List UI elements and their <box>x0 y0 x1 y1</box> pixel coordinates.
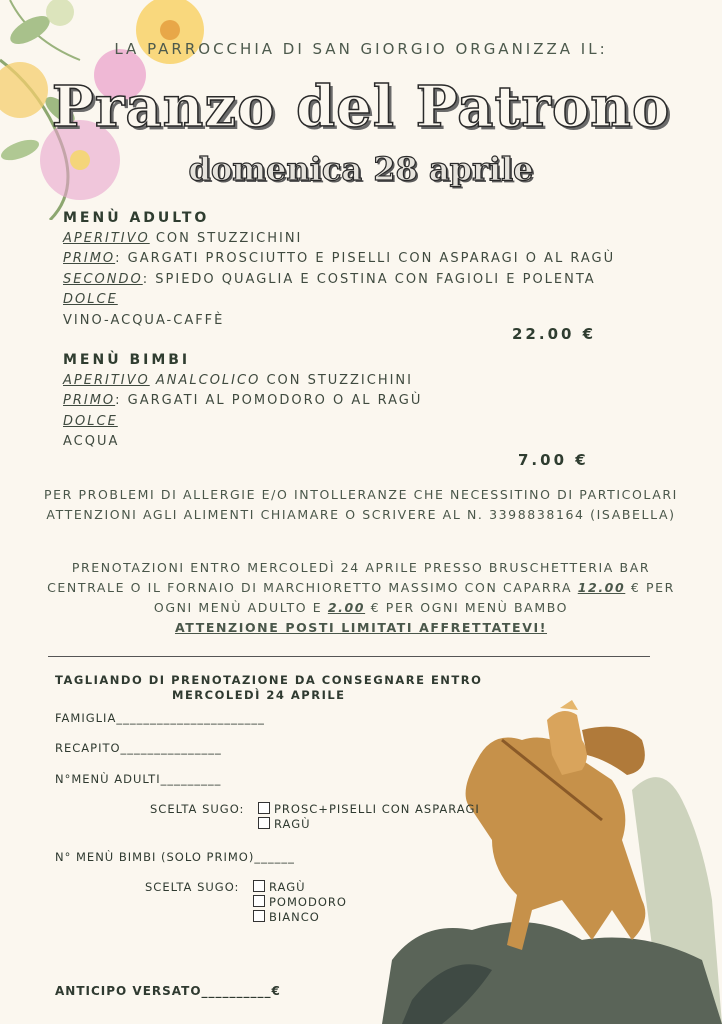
adult-dolce <box>63 290 615 311</box>
secondo-label: SECONDO <box>63 271 143 287</box>
option-label: RAGÙ <box>274 817 311 831</box>
kids-deposit: 2.00 <box>327 600 366 615</box>
option-label: RAGÙ <box>269 880 306 894</box>
kids-option-bianco[interactable] <box>253 910 347 925</box>
checkbox[interactable] <box>258 817 270 829</box>
limited-seats-warning: ATTENZIONE POSTI LIMITATI AFFRETTATEVI! <box>174 620 548 635</box>
booking-line-2 <box>0 578 722 598</box>
famiglia-field[interactable]: FAMIGLIA______________________ <box>55 711 265 725</box>
aperitivo-text: CON STUZZICHINI <box>260 372 413 388</box>
kids-dolce <box>63 412 422 433</box>
option-label: PROSC+PISELLI CON ASPARAGI <box>274 802 480 816</box>
checkbox[interactable] <box>258 802 270 814</box>
adult-secondo <box>63 270 615 291</box>
kids-option-ragu[interactable] <box>253 880 347 895</box>
event-title: Pranzo del Patrono <box>51 74 671 140</box>
adult-option-ragu[interactable] <box>258 817 480 832</box>
booking-line-3a: OGNI MENÙ ADULTO E <box>153 600 328 615</box>
allergy-line-2: ATTENZIONI AGLI ALIMENTI CHIAMARE O SCRIVERE AL N. 3398838164 (ISABELLA) <box>46 507 676 522</box>
form-title-1: TAGLIANDO DI PRENOTAZIONE DA CONSEGNARE ENTRO <box>55 673 483 687</box>
adult-sauce-label: SCELTA SUGO: <box>150 802 245 816</box>
allergy-line-1: PER PROBLEMI DI ALLERGIE E/O INTOLLERANZE CHE NECESSITINO DI PARTICOLARI <box>44 487 678 502</box>
kids-menu <box>63 350 422 453</box>
booking-line-2a: CENTRALE O IL FORNAIO DI MARCHIORETTO MASSIMO CON CAPARRA <box>47 580 578 595</box>
adult-primo <box>63 249 615 270</box>
dolce-label: DOLCE <box>63 292 118 307</box>
deposit-paid-field[interactable]: ANTICIPO VERSATO__________€ <box>55 984 281 998</box>
adult-menu-heading: MENÙ ADULTO <box>63 210 210 226</box>
kids-drinks: ACQUA <box>63 434 120 449</box>
event-date: domenica 28 aprile <box>188 150 534 188</box>
booking-line-2b: € PER <box>625 580 675 595</box>
aperitivo-extra: ANALCOLICO <box>155 372 261 388</box>
adult-drinks: VINO-ACQUA-CAFFÈ <box>63 312 225 328</box>
adult-aperitivo <box>63 229 615 250</box>
kids-sauce-label: SCELTA SUGO: <box>145 880 240 894</box>
aperitivo-text: CON STUZZICHINI <box>149 230 303 246</box>
booking-line-1: PRENOTAZIONI ENTRO MERCOLEDÌ 24 APRILE PRESSO BRUSCHETTERIA BAR <box>71 560 651 575</box>
booking-line-3b: € PER OGNI MENÙ BAMBO <box>365 600 569 615</box>
kids-count-field[interactable]: N° MENÙ BIMBI (SOLO PRIMO)______ <box>55 850 295 864</box>
form-title-2: MERCOLEDÌ 24 APRILE <box>172 688 346 702</box>
dolce-label: DOLCE <box>63 413 118 429</box>
adult-menu <box>63 208 615 331</box>
option-label: BIANCO <box>269 910 320 924</box>
option-label: POMODORO <box>269 895 347 909</box>
primo-label: PRIMO <box>63 251 116 266</box>
cut-line <box>48 656 650 657</box>
adult-sauce-options <box>258 802 480 832</box>
kids-sauce-options <box>253 880 347 925</box>
adult-price: 22.00 € <box>512 325 597 343</box>
primo-text: : GARGATI PROSCIUTTO E PISELLI CON ASPARAGI O AL RAGÙ <box>115 251 616 266</box>
recapito-field[interactable]: RECAPITO_______________ <box>55 741 222 755</box>
secondo-text: : SPIEDO QUAGLIA E COSTINA CON FAGIOLI E POLENTA <box>142 271 596 287</box>
kids-price: 7.00 € <box>518 451 589 469</box>
checkbox[interactable] <box>253 895 265 907</box>
aperitivo-label: APERITIVO <box>63 230 150 246</box>
kids-aperitivo <box>63 371 422 392</box>
adult-count-field[interactable]: N°MENÙ ADULTI_________ <box>55 772 222 786</box>
kids-menu-heading: MENÙ BIMBI <box>63 352 191 368</box>
aperitivo-label: APERITIVO <box>63 372 150 388</box>
checkbox[interactable] <box>253 910 265 922</box>
kids-primo <box>63 391 422 412</box>
booking-note <box>0 558 722 638</box>
kids-option-pomodoro[interactable] <box>253 895 347 910</box>
saint-george-statue-image <box>382 700 722 1024</box>
booking-line-3 <box>0 598 722 618</box>
adult-option-prosc[interactable] <box>258 802 480 817</box>
primo-text: : GARGATI AL POMODORO O AL RAGÙ <box>115 393 423 408</box>
allergy-note <box>0 485 722 525</box>
primo-label: PRIMO <box>63 393 116 408</box>
checkbox[interactable] <box>253 880 265 892</box>
adult-deposit: 12.00 <box>577 580 626 595</box>
organizer-line: LA PARROCCHIA DI SAN GIORGIO ORGANIZZA IL: <box>114 40 608 58</box>
